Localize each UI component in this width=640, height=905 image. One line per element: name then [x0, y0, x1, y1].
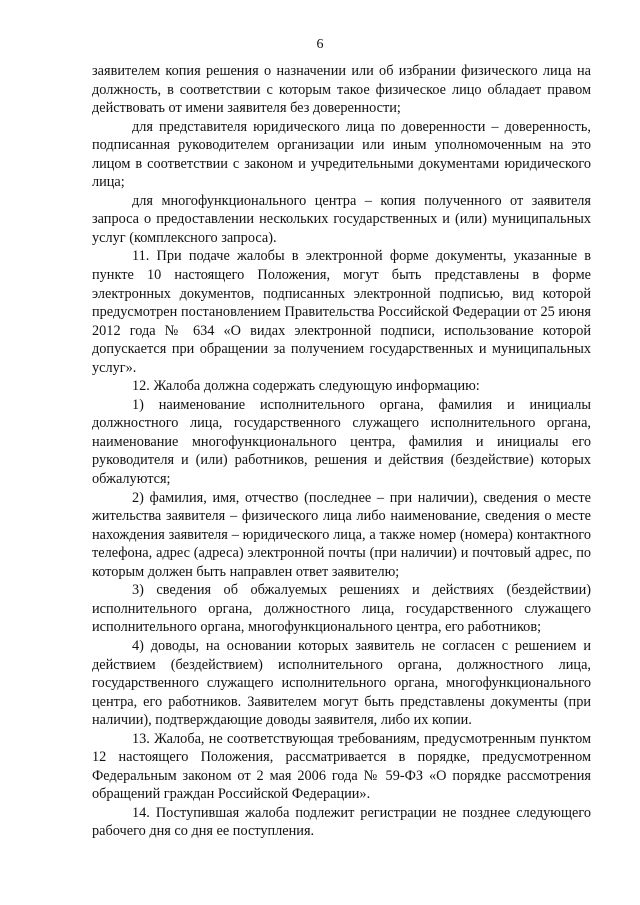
paragraph-item-12-1: 1) наименование исполнительного органа, фамилия и инициалы должностного лица, государственного служащего исполнительного органа, наименование многофункционального центра, фамилия и инициалы его руководителя и (или) работников, решения и действия (бездействие) которых обжалуются;	[92, 396, 591, 488]
paragraph-item-14: 14. Поступившая жалоба подлежит регистрации не позднее следующего рабочего дня со дня ее поступления.	[92, 804, 591, 840]
paragraph-item-13: 13. Жалоба, не соответствующая требованиям, предусмотренным пунктом 12 настоящего Положения, рассматривается в порядке, предусмотренном Федеральным законом от 2 мая 2006 года № 59-ФЗ «О порядке рассмотрения обращений граждан Российской Федерации».	[92, 730, 591, 803]
paragraph-multifunctional-center-copy: для многофункционального центра – копия полученного от заявителя запроса о предоставлении нескольких государственных и (или) муниципальных услуг (комплексного запроса).	[92, 192, 591, 246]
paragraph-item-12-2: 2) фамилия, имя, отчество (последнее – при наличии), сведения о месте жительства заявителя – физического лица либо наименование, сведения о месте нахождения заявителя – юридического лица, а также номер (номера) контактного телефона, адрес (адреса) электронной почты (при наличии) и почтовый адрес, по которым должен быть направлен ответ заявителю;	[92, 489, 591, 580]
paragraph-item-12-4: 4) доводы, на основании которых заявитель не согласен с решением и действием (бездействием) исполнительного органа, должностного лица, государственного служащего исполнительного органа, многофункционального центра, его работников. Заявителем могут быть представлены документы (при наличии), подтверждающие доводы заявителя, либо их копии.	[92, 637, 591, 729]
paragraph-item-12-3: 3) сведения об обжалуемых решениях и действиях (бездействии) исполнительного органа, должностного лица, государственного служащего исполнительного органа, многофункционального центра, его работников;	[92, 582, 591, 636]
page-number: 6	[316, 37, 324, 52]
paragraph-representative-power-of-attorney: для представителя юридического лица по доверенности – доверенность, подписанная руководителем организации или иным уполномоченным на это лицом в соответствии с законом и учредительными документами юридического лица;	[92, 118, 591, 191]
paragraph-item-11: 11. При подаче жалобы в электронной форме документы, указанные в пункте 10 настоящего Положения, могут быть представлены в форме электронных документов, подписанных электронной подписью, вид которой предусмотрен постановлением Правительства Российской Федерации от 25 июня 2012 года № 634 «О видах электронной подписи, использование которой допускается при обращении за получением государственных и муниципальных услуг».	[92, 248, 591, 376]
document-body	[92, 62, 591, 841]
paragraph-item-12: 12. Жалоба должна содержать следующую информацию:	[132, 378, 480, 395]
paragraph-continuation: заявителем копия решения о назначении или об избрании физического лица на должность, в соответствии с которым такое физическое лицо обладает правом действовать от имени заявителя без доверенности;	[92, 63, 591, 117]
